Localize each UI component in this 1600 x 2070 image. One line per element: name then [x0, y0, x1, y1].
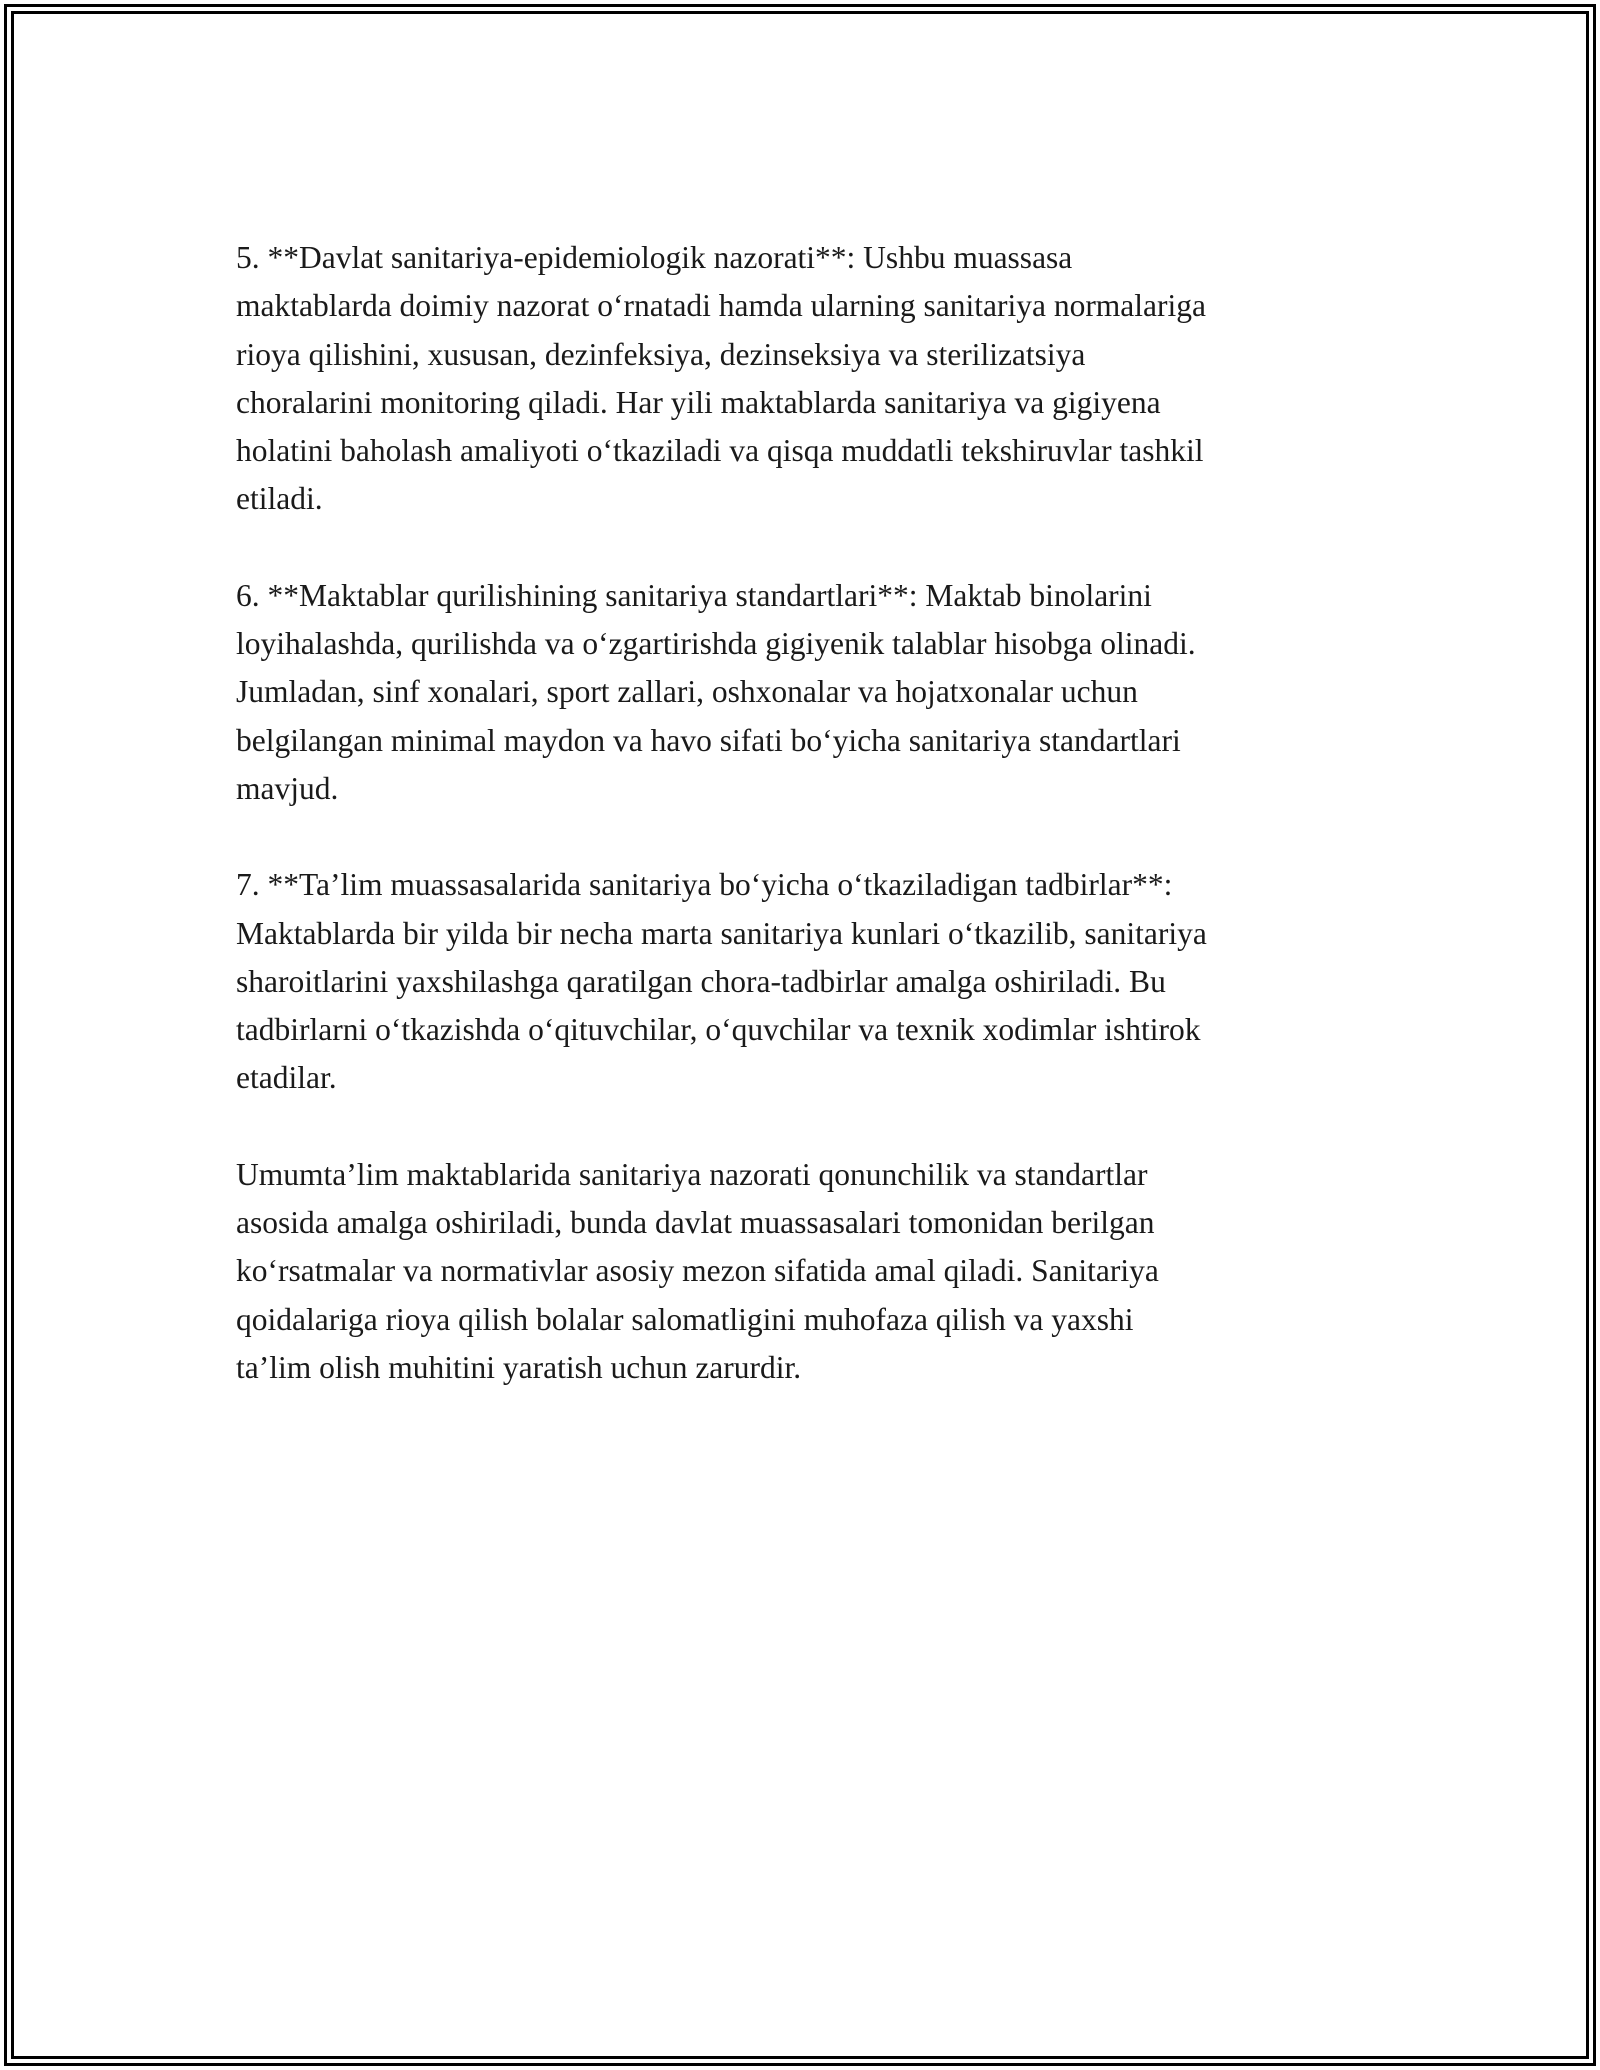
paragraph-sanitary-epidemiological-control: 5. **Davlat sanitariya-epidemiologik nazorati**: Ushbu muassasa maktablarda doimiy nazorat o‘rnatadi hamda ularning sanitariya normalariga rioya qilishini, xususan, dezinfeksiya, dezinseksiya va sterilizatsiya choralarini monitoring qiladi. Har yili maktablarda sanitariya va gigiyena holatini baholash amaliyoti o‘tkaziladi va qisqa muddatli tekshiruvlar tashkil etiladi.: [236, 240, 1206, 517]
paragraph-school-construction-standards: 6. **Maktablar qurilishining sanitariya standartlari**: Maktab binolarini loyihalashda, qurilishda va o‘zgartirishda gigiyenik talablar hisobga olinadi. Jumladan, sinf xonalari, sport zallari, oshxonalar va hojatxonalar uchun belgilangan minimal maydon va havo sifati bo‘yicha sanitariya standartlari mavjud.: [236, 577, 1196, 806]
paragraph-conclusion: Umumta’lim maktablarida sanitariya nazorati qonunchilik va standartlar asosida amalga oshiriladi, bunda davlat muassasalari tomonidan berilgan ko‘rsatmalar va normativlar asosiy mezon sifatida amal qiladi. Sanitariya qoidalariga rioya qilish bolalar salomatligini muhofaza qilish va yaxshi ta’lim olish muhitini yaratish uchun zarurdir.: [236, 1156, 1159, 1385]
paragraph-educational-sanitary-events: 7. **Ta’lim muassasalarida sanitariya bo‘yicha o‘tkaziladigan tadbirlar**: Maktablarda bir yilda bir necha marta sanitariya kunlari o‘tkazilib, sanitariya sharoitlarini yaxshilashga qaratilgan chora-tadbirlar amalga oshiriladi. Bu tadbirlarni o‘tkazishda o‘qituvchilar, o‘quvchilar va texnik xodimlar ishtirok etadilar.: [236, 867, 1207, 1096]
document-body: [236, 234, 1396, 1440]
